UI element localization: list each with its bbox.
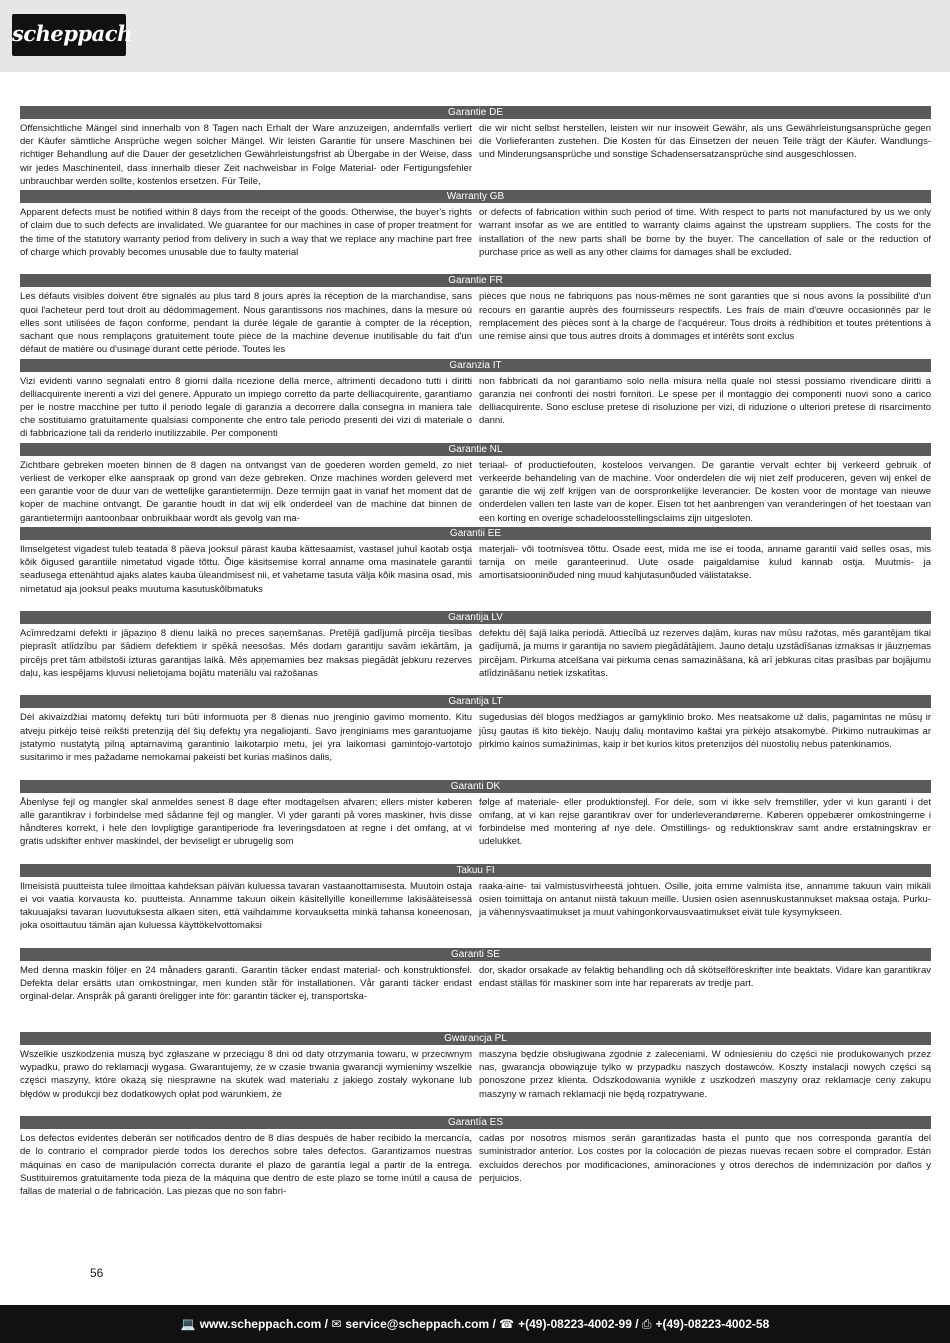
footer-fax: +(49)-08223-4002-58	[655, 1317, 770, 1331]
section-text-left: Apparent defects must be notified within 8 days from the receipt of the goods. Otherwise, the buyer's rights of claim due to such defects are invalidated. We guarantee for our machines in case of proper treatment for the time of the statutory warranty period from delivery in such a way that we replace any machine part free of charge which provably becomes unusable due to faulty material	[20, 207, 472, 258]
section-text-right: pièces que nous ne fabriquons pas nous-mêmes ne sont garanties que si nous avons la possibilité d'un recours en garantie auprès des fournisseurs respectifs. Les frais de main d'œuvre occasionnés par le remplacement des pièces sont à la charge de l'acquéreur. Tous droits à rédhibition et toutes prétentions à une remise ainsi que tous autres droits à dommages et intérêts sont exclus	[479, 291, 931, 342]
section-columns	[20, 1048, 931, 1101]
section-text-right: materjali- või tootmisvea tõttu. Osade eest, mida me ise ei tooda, anname garantii vaid selles osas, mis tarnija on meile garanteerinud. Uute osade paigaldamise kulud kannab ostja. Muutmis- ja amortisatsiooninõuded ning muud kahjutasunõuded välistatakse.	[479, 543, 931, 582]
warranty-section	[20, 106, 931, 190]
warranty-section	[20, 1116, 931, 1200]
computer-icon: 💻	[180, 1317, 196, 1331]
section-text-right: raaka-aine- tai valmistusvirheestä johtuen. Osille, joita emme valmista itse, annamme takuun vain mikäli osien toimittaja on antanut niistä takuun meille. Uusien osien asennuskustannukset maksaa ostaja. Purku- ja vähennysvaatimukset ja muut vahingonkorvausvaatimukset eivät tule kysymykseen.	[479, 880, 931, 919]
section-title-bar: Garanzia IT	[20, 359, 931, 372]
footer-phone: +(49)-08223-4002-99	[518, 1317, 632, 1331]
section-text-left: Dėl akivaizdžiai matomų defektų turi būti informuota per 8 dienas nuo įrenginio gavimo momento. Kitu atveju pirkėjo teisė reikšti pretenziją dėl šių defektų yra negaliojanti. Savo įrenginiams mes garantuojame įstatymo nustatytą pilną aptarnavimą garantinio laikotarpio metu, jei yra laikomasi gamintojo-vartotojo susitarimo ir mes pažadame nemokamai pakeisti bet kurias mašinos dalis,	[20, 712, 472, 763]
warranty-section	[20, 359, 931, 443]
section-columns	[20, 290, 931, 356]
section-text-right: defektu dēļ šajā laika periodā. Attiecībā uz rezerves daļām, kuras nav mūsu ražotas, mēs garantējam tikai gadījumā, ja mums ir garantija no saviem piegādātājiem. Jauno detaļu uzstādīšanas izmaksas ir jāuzņemas pircējam. Pirkuma atcelšana vai pirkuma cenas samazināšana, kā arī jebkuras citas prasības par bojājumu atlīdzināšanu netiek izskatītas.	[479, 628, 931, 679]
section-text-left: Acīmredzami defekti ir jāpaziņo 8 dienu laikā no preces saņemšanas. Pretējā gadījumā pircēja tiesības pieprasīt atlīdzību par šādiem defektiem ir spēkā neesošas. Mēs dodam garantiju savām iekārtām, ja pircējs pret tām atbilstoši izturas garantijas laikā. Mēs apņemamies bez maksas piegādāt jebkuru rezerves daļu, kas iespējams kļuvusi nelietojama bojātu materiālu vai ražošanas	[20, 628, 472, 679]
section-text-right: non fabbricati da noi garantiamo solo nella misura nella quale noi stessi possiamo rivendicare diritti a garanzia nei confronti dei nostri fornitori. Le spese per il montaggio dei componenti nuovi sono a carico delliacquirente. Sono escluse pretese di risoluzione per vizi, di riduzione o ulteriori pretese di risarcimento danni.	[479, 375, 931, 427]
section-title-bar: Takuu FI	[20, 864, 931, 877]
section-text-right: teriaal- of productiefouten, kosteloos vervangen. De garantie vervalt echter bij verkeerd gebruik of verkeerde behandeling van de machine. Voor onderdelen die wij niet zelf produceren, geven wij enkel de garantie die wij zelf krijgen van de oorspronkelijke leverancier. De kosten voor de montage van nieuwe onderdelen vallen ten laste van de koper. Eisen tot het aanbrengen van veranderingen of het toestaan van een korting en overige schadeloosstellingsclaims zijn uitgesloten.	[479, 459, 931, 524]
section-columns	[20, 459, 931, 525]
section-text-right: sugedusias dėl blogos medžiagos ar gamyklinio broko. Mes neatsakome už dalis, pagamintas ne mūsų ir jūsų gautas iš kito tiekėjo. Naujų dalių montavimo kaštai yra pirkėjo atsakomybė. Pirkimo nutraukimas ar pirkimo kainos sumažinimas, kaip ir bet kurios kitos pretenzijos dėl nuostolių nebus patenkinamos.	[479, 712, 931, 750]
warranty-section	[20, 695, 931, 779]
page-number: 56	[90, 1266, 104, 1280]
warranty-section	[20, 780, 931, 864]
section-text-left: Ilmeisistä puutteista tulee ilmoittaa kahdeksan päivän kuluessa tavaran vastaanottamisesta. Muutoin ostaja ei voi vaatia korvausta ko. puutteista. Annamme takuun oikein käsitellyille koneillemme lakisääteisessä takuuajaksi tavaran luovutuksesta alkaen siten, että vaihdamme korvauksetta minkä tahansa koneenosan, joka osoittautuu tämän ajan kuluessa käyttökelvottomaksi	[20, 880, 472, 932]
section-text-right: or defects of fabrication within such period of time. With respect to parts not manufactured by us we only warrant insofar as we are entitled to warranty claims against the upstream suppliers. The costs for the installation of the new parts shall be borne by the buyer. The cancellation of sale or the reduction of purchase price as well as any other claims for damages shall be excluded.	[479, 207, 931, 258]
section-text-right: maszyna będzie obsługiwana zgodnie z zaleceniami. W odniesieniu do części nie produkowanych przez nas, gwarancja obowiązuje tylko w przypadku naszych dostawców. Koszty instalacji nowych części są ponoszone przez klienta. Odszkodowania wynikłe z uszkodzeń maszyny oraz reklamacje ceny zakupu maszyny w ramach reklamacji nie będą rozpatrywane.	[479, 1049, 931, 1100]
section-title-bar: Garantía ES	[20, 1116, 931, 1129]
section-text-right: følge af materiale- eller produktionsfejl. For dele, som vi ikke selv fremstiller, yder vi kun garanti i det omfang, at vi kan rejse garantikrav over for underleverandørerne. Køberen oppebærer omkostningerne i forbindelse med montering af nye dele. Omstillings- og reduktionskrav samt andre erstatningskrav er udelukket.	[479, 796, 931, 848]
phone-icon: ☎	[499, 1317, 515, 1331]
footer-email-link[interactable]: service@scheppach.com	[345, 1317, 490, 1331]
section-text-left: Los defectos evidentes deberán ser notificados dentro de 8 días después de haber recibido la mercancía, de lo contrario el comprador pierde todos los derechos sobre tales defectos. Garantizamos nuestras máquinas en caso de manipulación correcta durante el plazo de garantía legal a partir de la entrega. Sustituiremos gratuitamente toda pieza de la máquina que dentro de este plazo se torne inútil a causa de fallas de material o de fabricación. Las piezas que no son fabri-	[20, 1133, 472, 1198]
warranty-section	[20, 443, 931, 527]
section-text-right: cadas por nosotros mismos serán garantizadas hasta el punto que nos corresponda garantía del suministrador anterior. Los costes por la colocación de piezas nuevas recaen sobre el comprador. Están excluidos derechos por modificaciones, aminoraciones y otros derechos de indemnización por daños y perjuicios.	[479, 1133, 931, 1184]
section-title-bar: Garanti DK	[20, 780, 931, 793]
section-title-bar: Garantija LT	[20, 695, 931, 708]
section-text-left: Offensichtliche Mängel sind innerhalb von 8 Tagen nach Erhalt der Ware anzuzeigen, andernfalls verliert der Käufer sämtliche Ansprüche wegen solcher Mängel. Wir leisten Garantie für unsere Maschinen bei richtiger Behandlung auf die Dauer der gesetzlichen Gewährleistungsfrist ab Übergabe in der Weise, dass wir jedes Maschinenteil, dass innerhalb dieser Zeit nachweisbar in Folge Material- oder Fertigungsfehler unbrauchbar werden sollte, kostenlos ersetzen. Für Teile,	[20, 123, 472, 187]
footer-separator: /	[321, 1317, 332, 1331]
fax-icon: ⎙	[641, 1316, 652, 1331]
section-title-bar: Garantie FR	[20, 274, 931, 287]
mail-icon: ✉	[331, 1317, 342, 1331]
section-title-bar: Gwarancja PL	[20, 1032, 931, 1045]
section-title-bar: Garantija LV	[20, 611, 931, 624]
section-text-left: Zichtbare gebreken moeten binnen de 8 dagen na ontvangst van de goederen worden gemeld, zo niet verliest de verkoper elke aanspraak op grond van deze gebreken. Onze machines worden geleverd met een garantie voor de duur van de wettelijke garantietermijn. Deze termijn gaat in vanaf het moment dat de koper de machine ontvangt. De garantie houdt in dat wij elk onderdeel van de machine dat binnen de garantietermijn aantoonbaar onbruikbaar wordt als gevolg van ma-	[20, 459, 472, 524]
warranty-section	[20, 1032, 931, 1116]
section-columns	[20, 964, 931, 1004]
warranty-content	[20, 106, 931, 1200]
section-text-left: Åbenlyse fejl og mangler skal anmeldes senest 8 dage efter modtagelsen afvaren; ellers mister køberen alle garantikrav i forbindelse med sådanne fejl og mangler. Vi yder garanti på vores maskiner, hvis disse håndteres korrekt, i hele den lovpligtige garantiperiode fra leveringsdatoen at regne i det omfang, at vi gratis udskifter enhver maskindel, der beviseligt er ubrugelig som	[20, 796, 472, 848]
section-columns	[20, 122, 931, 188]
section-title-bar: Garanti SE	[20, 948, 931, 961]
brand-logo: scheppach	[12, 14, 126, 56]
section-text-right: dor, skador orsakade av felaktig behandling och då skötselföreskrifter inte beaktats. Vidare kan garantikrav endast ställas för maskiner som inte har reparerats av tredje part.	[479, 964, 931, 990]
footer-separator: /	[489, 1317, 500, 1331]
section-title-bar: Garantie NL	[20, 443, 931, 456]
section-columns	[20, 627, 931, 680]
section-columns	[20, 543, 931, 596]
section-title-bar: Garantii EE	[20, 527, 931, 540]
section-columns	[20, 796, 931, 849]
section-columns	[20, 711, 931, 764]
warranty-section	[20, 864, 931, 948]
warranty-section	[20, 527, 931, 611]
section-text-left: Ilmselgetest vigadest tuleb teatada 8 päeva jooksul pärast kauba kättesaamist, vastasel juhul kaotab ostja kõik õigused garantiile nimetatud vigade tõttu. Õige käsitsemise korral anname oma masinatele garantii seadusega ettenähtud ajaks alates kauba üleandmisest nii, et vahetame tasuta välja kõik masina osad, mis nimetatud aja jooksul peaks muutuma kasutuskõlbmatuks	[20, 543, 472, 595]
section-columns	[20, 375, 931, 441]
warranty-section	[20, 190, 931, 274]
footer-separator: /	[631, 1317, 642, 1331]
section-text-left: Vizi evidenti vanno segnalati entro 8 giorni dalla ricezione della merce, altrimenti decadono tutti i diritti delliacquirente inerenti a vizi del genere. Appurato un impiego corretto da parte delliacquirente, garantiamo per le nostre macchine per tutto il periodo legale di garanzia a decorrere dalla consegna in maniera tale che sostituiamo gratuitamente qualsiasi componente che entro tale periodo presenti dei vizi di materiale o di fabbricazione tali da renderlo inutilizzabile. Per componenti	[20, 375, 472, 440]
section-columns	[20, 880, 931, 933]
section-columns	[20, 1132, 931, 1198]
section-text-left: Les défauts visibles doivent être signalés au plus tard 8 jours après la réception de la marchandise, sans quoi l'acheteur perd tout droit au dédommagement. Nous garantissons nos machines, dans la mesure où elles sont utilisées de façon conforme, pendant la durée légale de garantie à compter de la réception, sachant que nous remplaçons gratuitement toute pièce de la machine devenue inutilisable du fait d'un défaut de matière ou d'usinage durant cette période. Toutes les	[20, 291, 472, 356]
warranty-section	[20, 611, 931, 695]
section-text-left: Wszelkie uszkodzenia muszą być zgłaszane w przeciągu 8 dni od daty otrzymania towaru, w przeciwnym wypadku, prawo do reklamacji wygasa. Gwarantujemy, że w czasie trwania gwarancji wymienimy wszelkie części maszyny, które okażą się niesprawne na skutek wad materiału z jakiego zostały wykonane lub błędów w produkcji bez dodatkowych opłat pod warunkiem, że	[20, 1049, 472, 1100]
warranty-section	[20, 948, 931, 1032]
section-columns	[20, 206, 931, 259]
header-band	[0, 0, 950, 72]
warranty-section	[20, 274, 931, 358]
section-title-bar: Garantie DE	[20, 106, 931, 119]
section-text-left: Med denna maskin följer en 24 månaders garanti. Garantin täcker endast material- och konstruktionsfel. Defekta delar ersätts utan omkostningar, men kunden står för installationen. Vår garanti täcker endast orginal-delar. Anspråk på garanti öreligger inte för: garantin täcker ej, transportska-	[20, 964, 472, 1003]
section-title-bar: Warranty GB	[20, 190, 931, 203]
footer-website-link[interactable]: www.scheppach.com	[199, 1317, 322, 1331]
footer-bar	[0, 1305, 950, 1343]
section-text-right: die wir nicht selbst herstellen, leisten wir nur insoweit Gewähr, als uns Gewährleistungsansprüche gegen die Vorlieferanten zustehen. Die Kosten für das Einsetzen der neuen Teile trägt der Käufer. Wandlungs- und Minderungsansprüche und sonstige Schadensersatzansprüche sind ausgeschlossen.	[479, 123, 931, 161]
